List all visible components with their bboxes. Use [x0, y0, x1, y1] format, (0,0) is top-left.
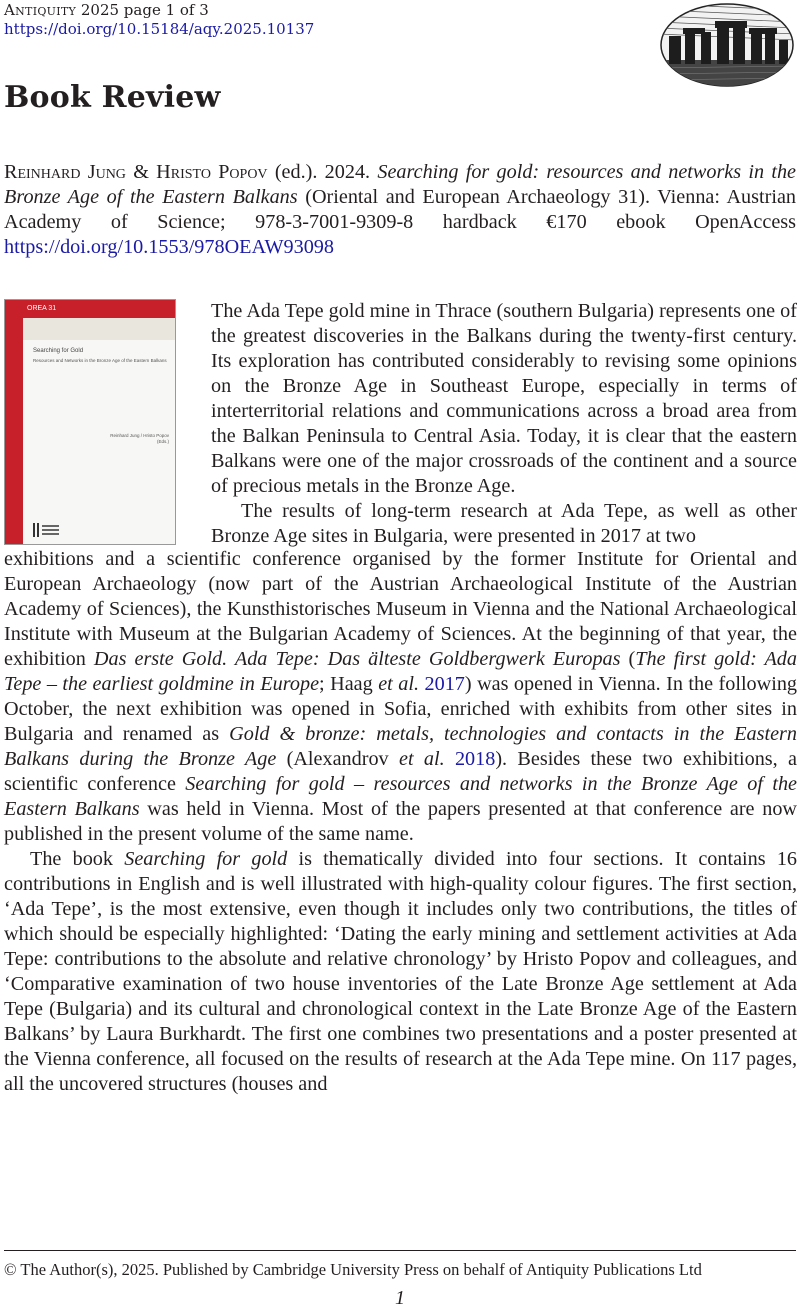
- author-1: Reinhard Jung: [4, 161, 126, 183]
- exhibition-title-1-en: The first gold: Ada Tepe – the earliest goldmine in Europe: [4, 648, 797, 695]
- book-doi-link[interactable]: https://doi.org/10.1553/978OEAW93098: [4, 236, 334, 258]
- book-title-inline: Searching for gold: [124, 848, 288, 870]
- page-number: 1: [395, 1287, 405, 1309]
- doi-link[interactable]: https://doi.org/10.15184/aqy.2025.10137: [4, 20, 315, 38]
- p2-open-paren: (: [628, 648, 636, 670]
- journal-name: Antiquity: [4, 1, 77, 19]
- ref-link-2018[interactable]: 2018: [454, 748, 496, 770]
- p2-alex: (Alexandrov: [286, 748, 389, 770]
- paragraph-2: [4, 547, 797, 847]
- p3-text-a: The book: [30, 848, 113, 870]
- page-title: Book Review: [4, 80, 221, 115]
- running-head: [4, 1, 314, 39]
- cover-editors: Reinhard Jung / Hristo Popov (Eds.): [110, 433, 169, 444]
- p2-text-b: exhibitions and a scientific conference organised by the former Institute for Oriental and European Archaeology (now part of the Austrian Archaeological Institute of the Austrian Academy of Sciences), the Kunsthistorisches Museum in Vienna and the National Archaeological Institute with Museum at the Bulgarian Academy of Sciences. At the beginning of that year, the exhibition: [4, 548, 797, 670]
- paragraph-2-start: The results of long-term research at Ada Tepe, as well as other Bronze Age sites in Bulgaria, were presented in 2017 at two: [211, 500, 797, 547]
- paragraph-1: The Ada Tepe gold mine in Thrace (southern Bulgaria) represents one of the greatest discoveries in the Balkans during the twenty-first century. Its exploration has contributed considerably to revising some opinions on the Bronze Age in Southeast Europe, especially in terms of interterritorial relations and communications across a broad area from the Balkan Peninsula to Central Asia. Today, it is clear that the eastern Balkans were one of the major crossroads of the continent and a source of precious metals in the Bronze Age.: [211, 300, 797, 497]
- et-al-1: et al.: [378, 673, 420, 695]
- book-cover-image: [4, 299, 176, 545]
- wrapped-text: [211, 299, 797, 549]
- cover-red-bar: [5, 300, 23, 544]
- publisher-logo-icon: [33, 522, 61, 536]
- ref-link-2017[interactable]: 2017: [424, 673, 465, 695]
- conference-title: Searching for gold – resources and networks in the Bronze Age of the Eastern Balkans: [4, 773, 797, 820]
- ampersand: &: [133, 161, 149, 183]
- book-title: Searching for gold: resources and networks in the Bronze Age of the Eastern Balkans: [4, 161, 797, 208]
- page-info: 2025 page 1 of 3: [80, 1, 209, 19]
- p2-text-e: was held in Vienna. Most of the papers presented at that conference are now published in the present volume of the same name.: [4, 798, 798, 845]
- cover-title: Searching for Gold: [33, 348, 84, 354]
- et-al-2: et al.: [398, 748, 445, 770]
- author-2: Hristo Popov: [156, 161, 268, 183]
- series-info: (Oriental and European Archaeology 31). Vienna: Austrian Academy of Science; 978-3-7001-9309-8 hardback €170 ebook OpenAccess: [4, 186, 796, 233]
- cover-series: OREA 31: [23, 300, 176, 318]
- p2-haag: ; Haag: [319, 673, 373, 695]
- eds-year: (ed.). 2024.: [274, 161, 371, 183]
- cover-subtitle: Resources and Networks in the Bronze Age of the Eastern Balkans: [33, 358, 167, 363]
- journal-line: [4, 1, 314, 20]
- cover-band: [23, 318, 176, 340]
- copyright-footer: © The Author(s), 2025. Published by Cambridge University Press on behalf of Antiquity Publications Ltd: [4, 1260, 702, 1279]
- exhibition-title-2: Gold & bronze: metals, technologies and contacts in the Eastern Balkans during the Bronze Age: [4, 723, 797, 770]
- stonehenge-logo-icon: [659, 2, 795, 88]
- p3-text-b: is thematically divided into four sections. It contains 16 contributions in English and is well illustrated with high-quality colour figures. The first section, ‘Ada Tepe’, is the most extensive, even though it includes only two contributions, the titles of which should be especially highlighted: ‘Dating the early mining and settlement activities at Ada Tepe: contributions to the absolute and relative chronology’ by Hristo Popov and colleagues, and ‘Comparative examination of two house inventories of the Late Bronze Age settlement at Ada Tepe (Bulgaria) and its cultural and chronological context in the Late Bronze Age of the Eastern Balkans’ by Laura Burkhardt. The first one combines two presentations and a poster presented at the Vienna conference, all focused on the results of research at the Ada Tepe mine. On 117 pages, all the uncovered structures (houses and: [4, 848, 798, 1095]
- full-width-text: [4, 547, 797, 1097]
- p2-text-d: ). Besides these two exhibitions, a scientific conference: [4, 748, 797, 795]
- book-citation: [4, 160, 796, 260]
- exhibition-title-1: Das erste Gold. Ada Tepe: Das älteste Goldbergwerk Europas: [93, 648, 621, 670]
- p2-text-c: ) was opened in Vienna. In the following October, the next exhibition was opened in Sofia, enriched with exhibits from other sites in Bulgaria and renamed as: [4, 673, 798, 745]
- footer-rule: [4, 1250, 796, 1251]
- paragraph-3: [4, 847, 797, 1097]
